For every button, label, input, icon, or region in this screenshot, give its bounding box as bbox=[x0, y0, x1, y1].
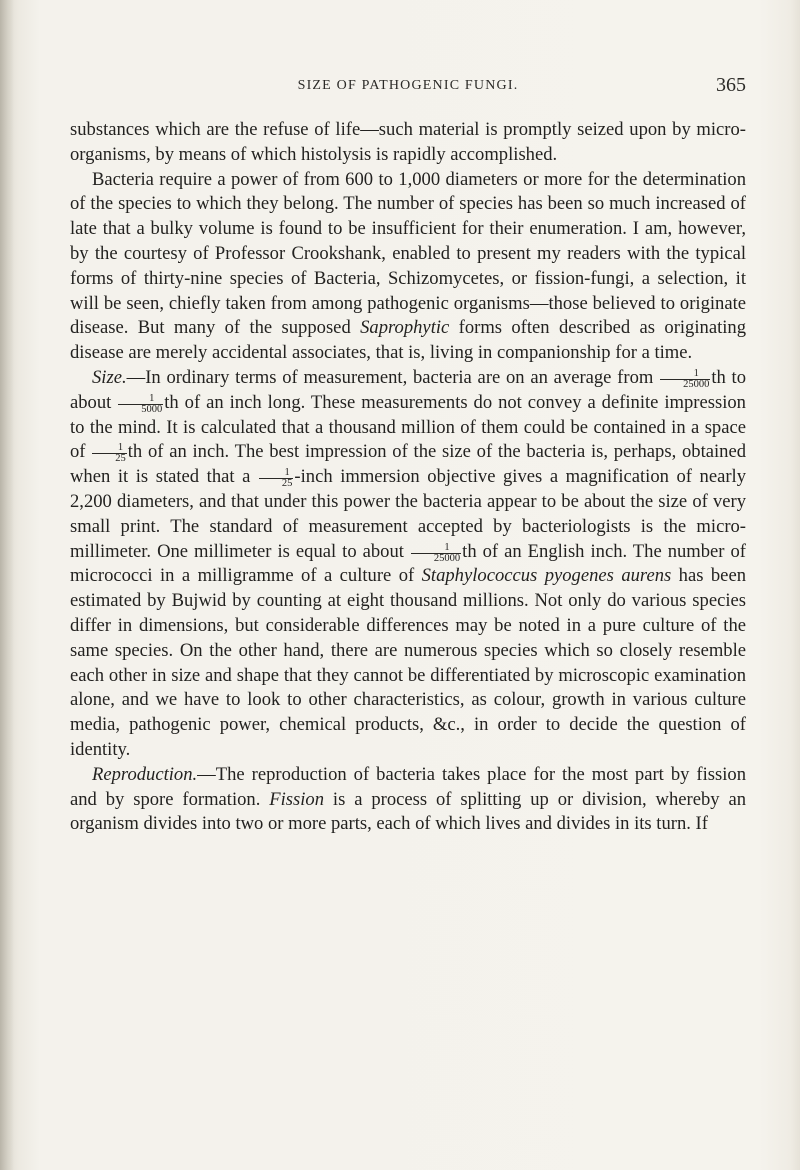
fraction-numerator: 1 bbox=[92, 443, 127, 454]
fission-term: Fission bbox=[269, 788, 325, 810]
paragraph-size bbox=[70, 366, 746, 763]
paragraph-bacteria-species bbox=[70, 168, 746, 366]
fraction-numerator: 1 bbox=[259, 468, 294, 479]
fraction-1-25 bbox=[92, 443, 127, 464]
paragraph-text: substances which are the refuse of life—such material is promptly seized upon by micro-organisms, by means of which histolysis is rapidly accomplished. bbox=[70, 119, 746, 165]
paragraph-text: -inch immersion objective gives a magnification of nearly 2,200 diameters, and that under this power the bacteria appear to be about the size of very small print. The standard of measurement accepted by bacteriologists is the micro-millimeter. One millimeter is equal to about bbox=[70, 466, 746, 562]
section-heading-reproduction: Reproduction. bbox=[92, 763, 198, 785]
fraction-1-5000 bbox=[118, 394, 163, 415]
body-text bbox=[70, 118, 746, 837]
paragraph-text: th to about bbox=[70, 366, 746, 413]
binding-shadow bbox=[0, 0, 14, 1170]
paragraph-reproduction bbox=[70, 763, 746, 837]
page-number: 365 bbox=[716, 74, 746, 96]
paragraph-text-rest: forms often described as originating disease are merely accidental associates, that is, living in companionship for a time. bbox=[70, 317, 746, 364]
paragraph-text: —In ordinary terms of measurement, bacteria are on an average from bbox=[126, 366, 660, 388]
fraction-numerator: 1 bbox=[660, 369, 710, 380]
paragraph-text: has been estimated by Bujwid by counting at eight thousand millions. Not only do various species differ in dimensions, but considerable differences may be noted in a pure culture of the same species. On the other hand, there are numerous species which so closely resemble each other in size and shape that they cannot be differentiated by microscopic examination alone, and we have to look to other characteristics, as colour, growth in various culture media, pathogenic power, chemical products, &c., in order to decide the question of identity. bbox=[70, 565, 746, 760]
saprophytic-term: Saprophytic bbox=[360, 317, 450, 339]
fraction-denominator: 25 bbox=[281, 478, 293, 490]
paragraph-text: is a process of splitting up or division, whereby an organism divides into two or more parts, each of which lives and divides in its turn. If bbox=[70, 788, 746, 835]
section-heading-size: Size. bbox=[92, 366, 127, 388]
paragraph-text: th of an inch. The best impression of the size of the bacteria is, perhaps, obtained when it is stated that a bbox=[70, 441, 746, 488]
paragraph-text: Bacteria require a power of from 600 to 1,000 diameters or more for the determination of the species to which they belong. The number of species has been so much increased of late that a bulky volume is found to be insufficient for their enumeration. I am, however, by the courtesy of Professor Crookshank, enabled to present my readers with the typical forms of thirty-nine species of Bacteria, Schizomycetes, or fission-fungi, a selection, it will be seen, chiefly taken from among pathogenic organisms—those believed to originate disease. But many of the supposed bbox=[70, 168, 746, 339]
fraction-denominator: 5000 bbox=[141, 403, 163, 415]
fraction-denominator: 25 bbox=[115, 453, 126, 465]
paragraph-text: th of an inch long. These measurements do not convey a definite impression to the mind. It is calculated that a thousand million of them could be contained in a space of bbox=[70, 391, 746, 463]
fraction-denominator: 25000 bbox=[683, 378, 710, 390]
paragraph-text: th of an English inch. The number of micrococci in a milligramme of a culture of bbox=[70, 540, 746, 587]
fraction-numerator: 1 bbox=[411, 543, 461, 554]
page-header bbox=[70, 56, 746, 96]
species-name: Staphylococcus pyogenes aurens bbox=[421, 565, 672, 587]
fraction-1-25-inch bbox=[259, 468, 294, 489]
fraction-denominator: 25000 bbox=[433, 552, 461, 564]
running-head: SIZE OF PATHOGENIC FUNGI. bbox=[297, 78, 519, 93]
fraction-1-25000-millimeter bbox=[411, 543, 461, 564]
fraction-1-25000 bbox=[660, 369, 710, 390]
fraction-numerator: 1 bbox=[118, 394, 163, 405]
paragraph-histolysis bbox=[70, 118, 746, 168]
paragraph-text: —The reproduction of bacteria takes place for the most part by fission and by spore formation. bbox=[70, 763, 746, 810]
